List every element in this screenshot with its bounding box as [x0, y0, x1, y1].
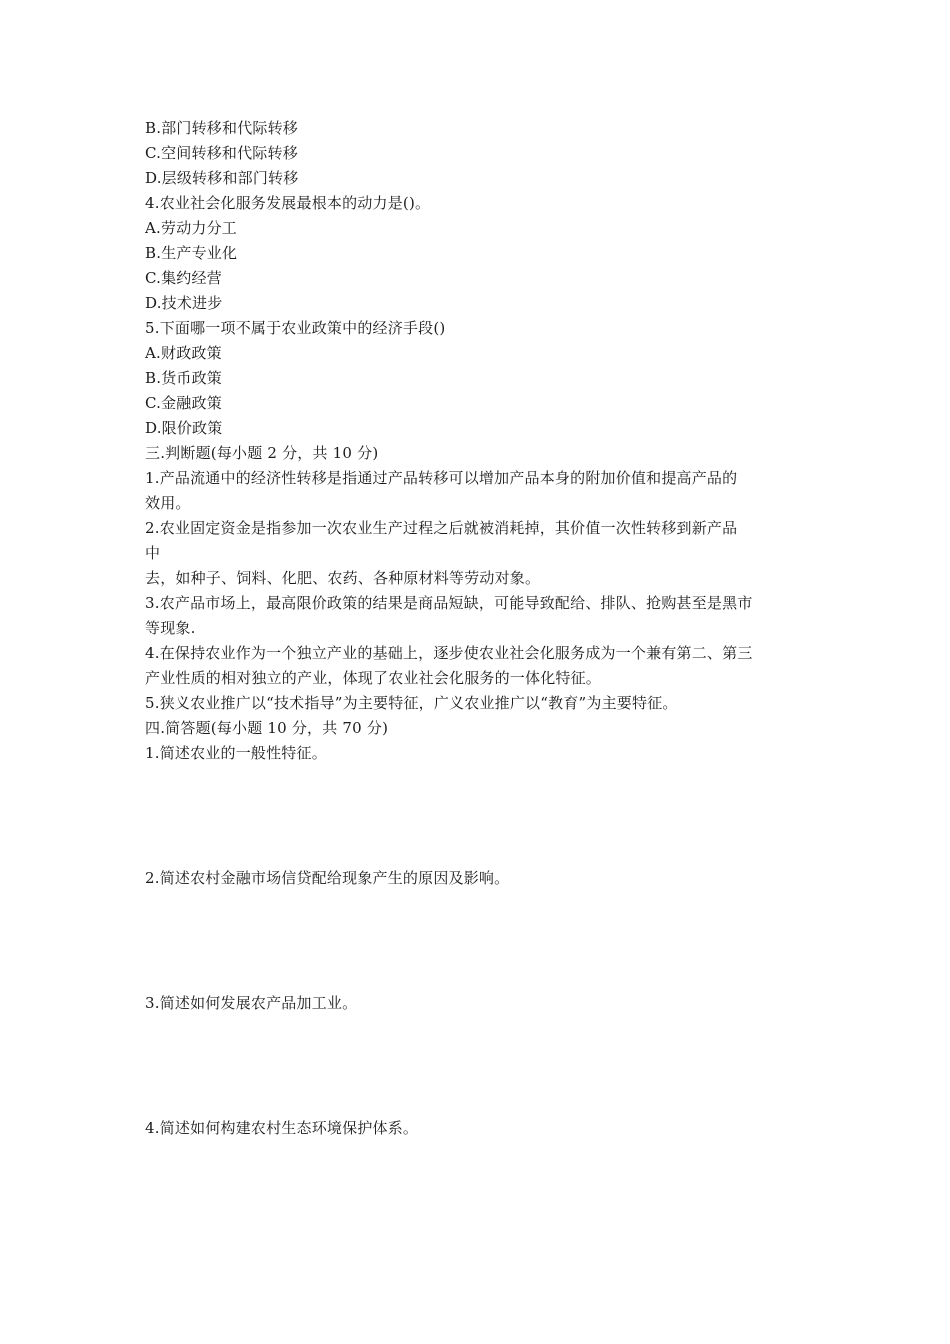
- judgment-2-line-3: 去，如种子、饲料、化肥、农药、各种原材料等劳动对象。: [145, 569, 541, 587]
- judgment-4-line-1: 4.在保持农业作为一个独立产业的基础上，逐步使农业社会化服务成为一个兼有第二、第三: [145, 644, 753, 662]
- short-answer-2: 2.简述农村金融市场信贷配给现象产生的原因及影响。: [145, 869, 510, 887]
- option-4-d: D.技术进步: [145, 294, 223, 312]
- judgment-4-line-2: 产业性质的相对独立的产业，体现了农业社会化服务的一体化特征。: [145, 669, 602, 687]
- option-3-c: C.空间转移和代际转移: [145, 144, 298, 162]
- short-answer-3: 3.简述如何发展农产品加工业。: [145, 994, 358, 1012]
- judgment-2-line-2: 中: [145, 544, 161, 562]
- option-5-a: A.财政政策: [145, 344, 222, 362]
- short-answer-1: 1.简述农业的一般性特征。: [145, 744, 327, 762]
- option-4-c: C.集约经营: [145, 269, 222, 287]
- option-3-b: B.部门转移和代际转移: [145, 119, 298, 137]
- option-5-c: C.金融政策: [145, 394, 222, 412]
- judgment-1-line-1: 1.产品流通中的经济性转移是指通过产品转移可以增加产品本身的附加价值和提高产品的: [145, 469, 738, 487]
- option-5-b: B.货币政策: [145, 369, 222, 387]
- option-4-b: B.生产专业化: [145, 244, 238, 262]
- judgment-5: 5.狭义农业推广以“技术指导”为主要特征，广义农业推广以“教育”为主要特征。: [145, 694, 678, 712]
- judgment-1-line-2: 效用。: [145, 494, 191, 512]
- option-3-d: D.层级转移和部门转移: [145, 169, 299, 187]
- short-answer-4: 4.简述如何构建农村生态环境保护体系。: [145, 1119, 419, 1137]
- option-5-d: D.限价政策: [145, 419, 223, 437]
- section-heading-short-answer: 四.简答题(每小题 10 分，共 70 分): [145, 719, 389, 737]
- judgment-3-line-1: 3.农产品市场上，最高限价政策的结果是商品短缺，可能导致配给、排队、抢购甚至是黑市: [145, 594, 753, 612]
- judgment-3-line-2: 等现象.: [145, 619, 196, 637]
- question-4: 4.农业社会化服务发展最根本的动力是()。: [145, 194, 431, 212]
- section-heading-judgment: 三.判断题(每小题 2 分，共 10 分): [145, 444, 379, 462]
- option-4-a: A.劳动力分工: [145, 219, 238, 237]
- judgment-2-line-1: 2.农业固定资金是指参加一次农业生产过程之后就被消耗掉，其价值一次性转移到新产品: [145, 519, 738, 537]
- question-5: 5.下面哪一项不属于农业政策中的经济手段(): [145, 319, 446, 337]
